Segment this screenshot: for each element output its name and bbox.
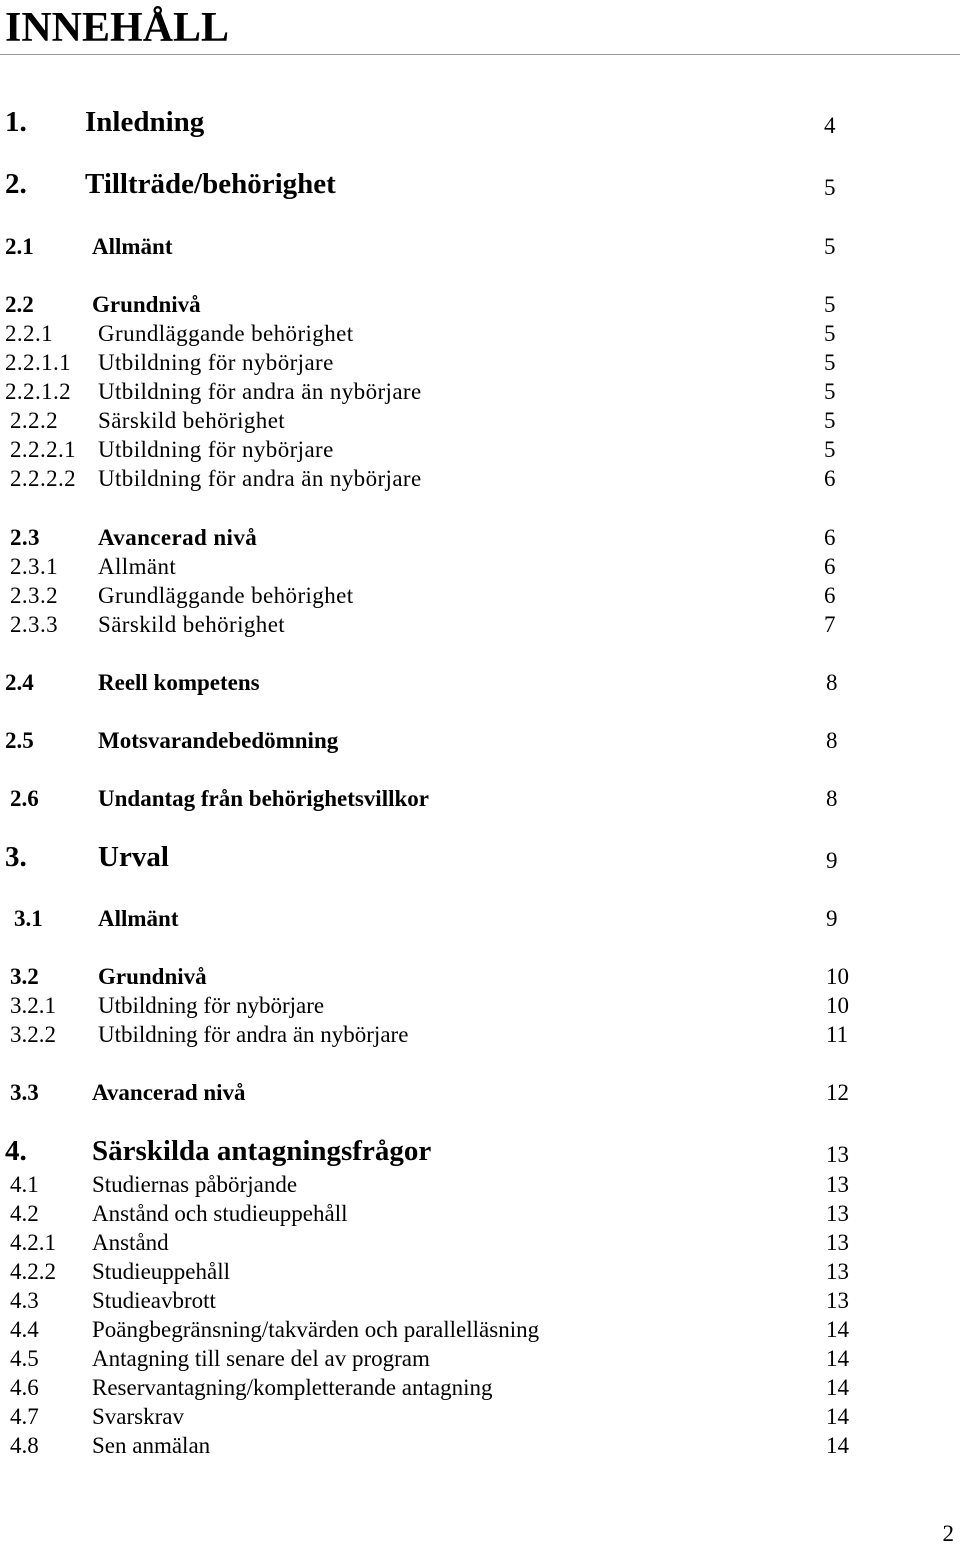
toc-entry[interactable] <box>0 107 960 137</box>
toc-entry-number: 4.4 <box>10 1317 39 1342</box>
toc-entry[interactable] <box>0 1016 960 1046</box>
toc-entry-page: 8 <box>826 786 838 811</box>
toc-entry[interactable] <box>0 373 960 403</box>
toc-entry-page: 13 <box>826 1172 849 1197</box>
toc-entry-number: 2.2.1 <box>5 321 53 346</box>
toc-entry[interactable] <box>0 315 960 345</box>
toc-entry-title: Grundnivå <box>92 292 201 317</box>
toc-entry-title: Inledning <box>85 106 205 138</box>
toc-entry[interactable] <box>0 577 960 607</box>
toc-entry[interactable] <box>0 1166 960 1196</box>
toc-entry-number: 3. <box>5 841 27 873</box>
toc-entry-page: 13 <box>826 1230 849 1255</box>
toc-entry[interactable] <box>0 1224 960 1254</box>
toc-entry-title: Utbildning för andra än nybörjare <box>98 1022 409 1047</box>
toc-entry[interactable] <box>0 402 960 432</box>
toc-entry-title: Allmänt <box>98 554 177 579</box>
toc-entry-title: Svarskrav <box>92 1404 184 1429</box>
toc-entry-title: Särskild behörighet <box>98 408 286 433</box>
toc-entry-number: 4.6 <box>10 1375 39 1400</box>
toc-entry-number: 2.2.2 <box>10 408 58 433</box>
toc-entry-page: 5 <box>824 437 836 462</box>
toc-entry[interactable] <box>0 1340 960 1370</box>
toc-entry-page: 8 <box>826 728 838 753</box>
toc-entry-number: 2.2.2.1 <box>10 437 77 462</box>
toc-entry-number: 2.4 <box>5 670 34 695</box>
toc-entry[interactable] <box>0 664 960 694</box>
toc-entry-page: 5 <box>824 292 836 317</box>
toc-entry-number: 1. <box>5 106 27 138</box>
toc-entry-number: 2.6 <box>10 786 39 811</box>
toc-entry[interactable] <box>0 548 960 578</box>
toc-entry-page: 13 <box>826 1259 849 1284</box>
toc-entry-page: 10 <box>826 993 849 1018</box>
toc-entry-page: 13 <box>826 1288 849 1313</box>
toc-entry-title: Tillträde/behörighet <box>85 168 336 200</box>
toc-entry[interactable] <box>0 842 960 872</box>
toc-entry-page: 6 <box>824 583 836 608</box>
toc-entry-page: 5 <box>824 408 836 433</box>
toc-entry-page: 6 <box>824 525 836 550</box>
toc-entry-page: 9 <box>826 848 838 873</box>
toc-entry-page: 11 <box>826 1022 849 1047</box>
toc-entry-title: Grundnivå <box>98 964 207 989</box>
toc-entry-title: Reell kompetens <box>98 670 260 695</box>
toc-entry-page: 7 <box>824 612 836 637</box>
toc-entry-number: 4.3 <box>10 1288 39 1313</box>
toc-entry-number: 2.2 <box>5 292 34 317</box>
toc-entry-title: Grundläggande behörighet <box>98 583 354 608</box>
toc-entry[interactable] <box>0 228 960 258</box>
toc-entry[interactable] <box>0 958 960 988</box>
toc-entry[interactable] <box>0 1369 960 1399</box>
toc-entry-title: Särskild behörighet <box>98 612 286 637</box>
toc-entry-page: 8 <box>826 670 838 695</box>
toc-entry-number: 2.2.1.2 <box>5 379 72 404</box>
toc-entry-title: Avancerad nivå <box>98 525 258 550</box>
toc-entry-page: 14 <box>826 1346 849 1371</box>
toc-entry-title: Reservantagning/kompletterande antagning <box>92 1375 493 1400</box>
toc-entry[interactable] <box>0 169 960 199</box>
toc-entry-title: Anstånd <box>92 1230 169 1255</box>
toc-entry[interactable] <box>0 1282 960 1312</box>
toc-entry-title: Särskilda antagningsfrågor <box>92 1135 432 1167</box>
toc-entry-number: 4.1 <box>10 1172 39 1197</box>
toc-entry-page: 12 <box>826 1080 849 1105</box>
toc-entry-page: 14 <box>826 1433 849 1458</box>
toc-entry[interactable] <box>0 780 960 810</box>
toc-entry-title: Utbildning för nybörjare <box>98 437 334 462</box>
toc-entry-number: 2.3 <box>10 525 40 550</box>
toc-entry-page: 5 <box>824 321 836 346</box>
toc-entry[interactable] <box>0 606 960 636</box>
toc-entry-number: 4.8 <box>10 1433 39 1458</box>
toc-entry-page: 13 <box>826 1142 849 1167</box>
toc-entry-number: 3.2.1 <box>10 993 56 1018</box>
toc-entry-number: 2.2.1.1 <box>5 350 72 375</box>
toc-entry[interactable] <box>0 344 960 374</box>
toc-entry-number: 2.3.2 <box>10 583 58 608</box>
toc-entry-number: 3.2.2 <box>10 1022 56 1047</box>
toc-entry-number: 4.2 <box>10 1201 39 1226</box>
toc-entry-page: 13 <box>826 1201 849 1226</box>
toc-entry-number: 2. <box>5 168 27 200</box>
toc-entry-title: Motsvarandebedömning <box>98 728 339 753</box>
toc-entry-number: 4. <box>5 1135 27 1167</box>
toc-entry-title: Sen anmälan <box>92 1433 211 1458</box>
toc-entry-page: 10 <box>826 964 849 989</box>
page-number: 2 <box>942 1521 954 1546</box>
toc-entry[interactable] <box>0 1427 960 1457</box>
toc-entry-page: 14 <box>826 1404 849 1429</box>
toc-entry-page: 14 <box>826 1375 849 1400</box>
toc-entry-number: 4.5 <box>10 1346 39 1371</box>
toc-entry-title: Antagning till senare del av program <box>92 1346 430 1371</box>
toc-entry-number: 4.2.2 <box>10 1259 56 1284</box>
toc-entry[interactable] <box>0 431 960 461</box>
toc-entry-page: 14 <box>826 1317 849 1342</box>
toc-entry-title: Allmänt <box>92 234 173 259</box>
toc-entry[interactable] <box>0 460 960 490</box>
toc-entry[interactable] <box>0 900 960 930</box>
toc-entry-title: Utbildning för nybörjare <box>98 993 325 1018</box>
toc-entry-number: 4.7 <box>10 1404 39 1429</box>
page-title: INNEHÅLL <box>5 5 230 51</box>
toc-entry-page: 9 <box>826 906 838 931</box>
toc-entry-page: 6 <box>824 554 836 579</box>
toc-entry-number: 3.3 <box>10 1080 39 1105</box>
toc-entry-title: Utbildning för andra än nybörjare <box>98 379 422 404</box>
toc-entry-title: Studieuppehåll <box>92 1259 230 1284</box>
toc-entry-title: Studiernas påbörjande <box>92 1172 298 1197</box>
toc-entry-number: 2.2.2.2 <box>10 466 77 491</box>
toc-entry-title: Utbildning för nybörjare <box>98 350 334 375</box>
toc-entry-number: 3.1 <box>14 906 43 931</box>
toc-entry-title: Studieavbrott <box>92 1288 216 1313</box>
toc-entry[interactable] <box>0 1253 960 1283</box>
title-divider <box>0 54 960 55</box>
toc-entry-number: 2.5 <box>5 728 34 753</box>
toc-entry-number: 2.3.3 <box>10 612 58 637</box>
toc-entry[interactable] <box>0 722 960 752</box>
toc-entry-number: 2.1 <box>5 234 34 259</box>
toc-entry-title: Urval <box>98 841 169 873</box>
toc-entry-title: Utbildning för andra än nybörjare <box>98 466 422 491</box>
toc-entry-page: 5 <box>824 175 836 200</box>
toc-entry-title: Allmänt <box>98 906 179 931</box>
toc-entry-title: Grundläggande behörighet <box>98 321 354 346</box>
toc-entry[interactable] <box>0 286 960 316</box>
toc-entry-page: 6 <box>824 466 836 491</box>
toc-entry[interactable] <box>0 1074 960 1104</box>
toc-entry-title: Undantag från behörighetsvillkor <box>98 786 429 811</box>
toc-entry-number: 3.2 <box>10 964 39 989</box>
toc-entry[interactable] <box>0 1136 960 1166</box>
toc-entry-title: Avancerad nivå <box>92 1080 246 1105</box>
toc-entry-page: 5 <box>824 234 836 259</box>
toc-entry-number: 4.2.1 <box>10 1230 56 1255</box>
toc-entry-page: 4 <box>824 113 836 138</box>
toc-entry[interactable] <box>0 1195 960 1225</box>
toc-entry-number: 2.3.1 <box>10 554 58 579</box>
toc-entry[interactable] <box>0 1311 960 1341</box>
toc-entry[interactable] <box>0 987 960 1017</box>
toc-entry-page: 5 <box>824 350 836 375</box>
toc-entry-title: Anstånd och studieuppehåll <box>92 1201 348 1226</box>
toc-entry-title: Poängbegränsning/takvärden och parallelläsning <box>92 1317 540 1342</box>
toc-entry[interactable] <box>0 519 960 549</box>
toc-entry[interactable] <box>0 1398 960 1428</box>
toc-entry-page: 5 <box>824 379 836 404</box>
